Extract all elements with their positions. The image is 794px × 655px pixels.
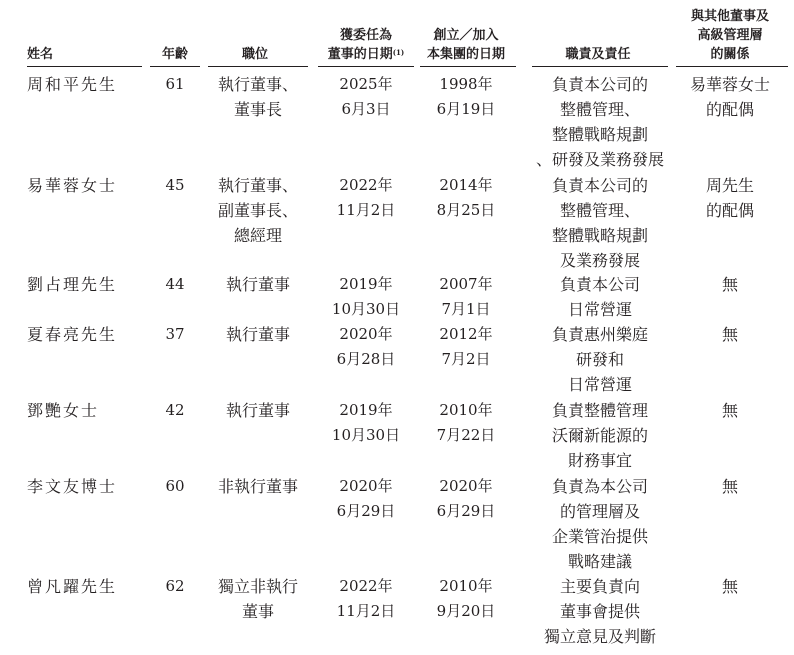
- row-6-appointed-year: 2020年: [339, 477, 393, 495]
- row-1-joined-year: 1998年: [439, 75, 493, 93]
- row-3-joined-year: 2007年: [439, 275, 493, 293]
- row-4-name: 夏春亮先生: [27, 325, 118, 344]
- row-7-duties: [525, 574, 675, 649]
- row-1-relation-line: 易華蓉女士: [689, 75, 770, 94]
- row-3-appointed-day: 10月30日: [331, 300, 401, 318]
- row-1-duties: [525, 72, 675, 172]
- row-3-joined-day: 7月1日: [441, 300, 491, 318]
- row-2-appointed-day: 11月2日: [336, 201, 396, 219]
- row-7-duties-line: 主要負責向: [559, 577, 640, 596]
- row-6-duties-line: 負責為本公司: [551, 477, 648, 496]
- row-6-name: 李文友博士: [27, 477, 118, 496]
- row-2-position-line: 副董事長、: [217, 201, 298, 220]
- row-6-duties-line: 的管理層及: [559, 502, 640, 521]
- row-7-joined: [414, 574, 518, 624]
- header-relation: [672, 7, 788, 64]
- row-5-position-line: 執行董事: [225, 401, 290, 420]
- row-1-position: [200, 72, 316, 122]
- header-appointed-line2: [314, 45, 418, 64]
- row-1-position-line: 執行董事、: [217, 75, 298, 94]
- row-7-age: 62: [165, 577, 185, 595]
- row-7-relation-line: 無: [721, 577, 738, 596]
- row-1-duties-line: 整體戰略規劃: [551, 125, 648, 144]
- row-6-position-line: 非執行董事: [217, 477, 298, 496]
- row-1-relation-line: 的配偶: [705, 100, 754, 119]
- row-1-position-line: 董事長: [233, 100, 282, 119]
- header-joined-line2: 本集團的日期: [426, 47, 505, 62]
- row-4-duties-line: 日常營運: [567, 375, 632, 394]
- row-4-age: 37: [165, 325, 185, 343]
- row-7-appointed-year: 2022年: [339, 577, 393, 595]
- row-5-appointed: [314, 398, 418, 448]
- row-3-name: 劉占理先生: [27, 275, 118, 294]
- row-3-duties-line: 負責本公司: [559, 275, 640, 294]
- header-appointed-text: 董事的日期: [327, 47, 393, 62]
- row-1-duties-line: 整體管理、: [559, 100, 640, 119]
- row-1-joined: [414, 72, 518, 122]
- row-2-age: 45: [165, 176, 185, 194]
- row-6-joined-year: 2020年: [439, 477, 493, 495]
- row-2-joined-day: 8月25日: [436, 201, 496, 219]
- row-5-name: 鄧艷女士: [27, 401, 100, 420]
- row-6-duties: [525, 474, 675, 574]
- row-4-relation-line: 無: [721, 325, 738, 344]
- row-4-position-line: 執行董事: [225, 325, 290, 344]
- row-3-duties-line: 日常營運: [567, 300, 632, 319]
- row-4-appointed: [314, 322, 418, 372]
- header-rule-relation: [676, 66, 788, 67]
- row-7-joined-day: 9月20日: [436, 602, 496, 620]
- row-6-relation-line: 無: [721, 477, 738, 496]
- header-relation-line2: 高級管理層: [697, 28, 763, 43]
- row-1-duties-line: 負責本公司的: [551, 75, 648, 94]
- row-7-name: 曾凡躍先生: [27, 577, 118, 596]
- row-1-appointed-day: 6月3日: [341, 100, 391, 118]
- row-2-duties-line: 及業務發展: [559, 251, 640, 270]
- row-7-appointed: [314, 574, 418, 624]
- row-7-joined-year: 2010年: [439, 577, 493, 595]
- row-3-relation-line: 無: [721, 275, 738, 294]
- header-rule-duties: [532, 66, 668, 67]
- row-4-appointed-year: 2020年: [339, 325, 393, 343]
- header-joined-date: [414, 26, 518, 64]
- header-joined-line1: 創立／加入: [433, 28, 499, 43]
- row-7-duties-line: 獨立意見及判斷: [543, 627, 656, 646]
- row-1-age: 61: [165, 75, 185, 93]
- row-2-name: 易華蓉女士: [27, 176, 118, 195]
- row-7-appointed-day: 11月2日: [336, 602, 396, 620]
- row-3-joined: [414, 272, 518, 322]
- row-5-duties-line: 沃爾新能源的: [551, 426, 648, 445]
- row-3-appointed: [314, 272, 418, 322]
- row-7-position-line: 董事: [241, 602, 274, 621]
- row-1-duties-line: 、研發及業務發展: [535, 150, 664, 169]
- row-5-age: 42: [165, 401, 185, 419]
- header-rule-age: [150, 66, 200, 67]
- header-rule-joined: [420, 66, 516, 67]
- row-4-joined: [414, 322, 518, 372]
- row-7-position-line: 獨立非執行: [217, 577, 298, 596]
- row-4-appointed-day: 6月28日: [336, 350, 396, 368]
- header-rule-position: [208, 66, 308, 67]
- row-3-appointed-year: 2019年: [339, 275, 393, 293]
- row-2-appointed-year: 2022年: [339, 176, 393, 194]
- row-3-age: 44: [165, 275, 185, 293]
- row-2-duties: [525, 173, 675, 273]
- row-4-joined-day: 7月2日: [441, 350, 491, 368]
- row-1-appointed: [314, 72, 418, 122]
- header-relation-line3: 的關係: [710, 47, 750, 62]
- row-2-duties-line: 整體管理、: [559, 201, 640, 220]
- row-2-position-line: 執行董事、: [217, 176, 298, 195]
- row-3-duties: [525, 272, 675, 322]
- row-5-joined-year: 2010年: [439, 401, 493, 419]
- row-2-position: [200, 173, 316, 248]
- row-6-relation: [672, 474, 788, 499]
- header-relation-line1: 與其他董事及: [690, 9, 769, 24]
- row-5-relation: [672, 398, 788, 423]
- row-5-duties: [525, 398, 675, 473]
- row-2-appointed: [314, 173, 418, 223]
- row-2-relation-line: 的配偶: [705, 201, 754, 220]
- row-4-relation: [672, 322, 788, 347]
- row-6-appointed: [314, 474, 418, 524]
- header-age: 年齡: [161, 47, 188, 62]
- header-position: 職位: [241, 47, 268, 62]
- row-2-position-line: 總經理: [233, 226, 282, 245]
- row-6-appointed-day: 6月29日: [336, 502, 396, 520]
- footnote-marker: (1): [392, 48, 405, 57]
- header-rule-name: [27, 66, 142, 67]
- row-6-position: [200, 474, 316, 499]
- row-3-relation: [672, 272, 788, 297]
- header-duties: 職責及責任: [565, 47, 631, 62]
- header-rule-appointed: [318, 66, 414, 67]
- row-6-joined-day: 6月29日: [436, 502, 496, 520]
- row-4-joined-year: 2012年: [439, 325, 493, 343]
- row-6-joined: [414, 474, 518, 524]
- row-2-duties-line: 負責本公司的: [551, 176, 648, 195]
- row-4-duties: [525, 322, 675, 397]
- row-7-relation: [672, 574, 788, 599]
- row-7-position: [200, 574, 316, 624]
- row-5-joined: [414, 398, 518, 448]
- row-4-position: [200, 322, 316, 347]
- row-5-joined-day: 7月22日: [436, 426, 496, 444]
- header-appointed-date: [314, 26, 418, 64]
- row-3-position-line: 執行董事: [225, 275, 290, 294]
- row-2-relation-line: 周先生: [705, 176, 754, 195]
- row-2-duties-line: 整體戰略規劃: [551, 226, 648, 245]
- row-4-duties-line: 負責惠州樂庭: [551, 325, 648, 344]
- row-5-relation-line: 無: [721, 401, 738, 420]
- row-2-relation: [672, 173, 788, 223]
- row-5-appointed-year: 2019年: [339, 401, 393, 419]
- row-1-appointed-year: 2025年: [339, 75, 393, 93]
- row-1-name: 周和平先生: [27, 75, 118, 94]
- header-appointed-line1: 獲委任為: [339, 28, 392, 43]
- row-4-duties-line: 研發和: [575, 350, 624, 369]
- row-6-age: 60: [165, 477, 185, 495]
- row-1-relation: [672, 72, 788, 122]
- row-5-position: [200, 398, 316, 423]
- row-5-duties-line: 財務事宜: [567, 451, 632, 470]
- row-6-duties-line: 戰略建議: [567, 552, 632, 571]
- row-2-joined-year: 2014年: [439, 176, 493, 194]
- header-name: 姓名: [27, 47, 54, 62]
- row-3-position: [200, 272, 316, 297]
- row-1-joined-day: 6月19日: [436, 100, 496, 118]
- row-2-joined: [414, 173, 518, 223]
- row-7-duties-line: 董事會提供: [559, 602, 640, 621]
- row-5-duties-line: 負責整體管理: [551, 401, 648, 420]
- row-6-duties-line: 企業管治提供: [551, 527, 648, 546]
- row-5-appointed-day: 10月30日: [331, 426, 401, 444]
